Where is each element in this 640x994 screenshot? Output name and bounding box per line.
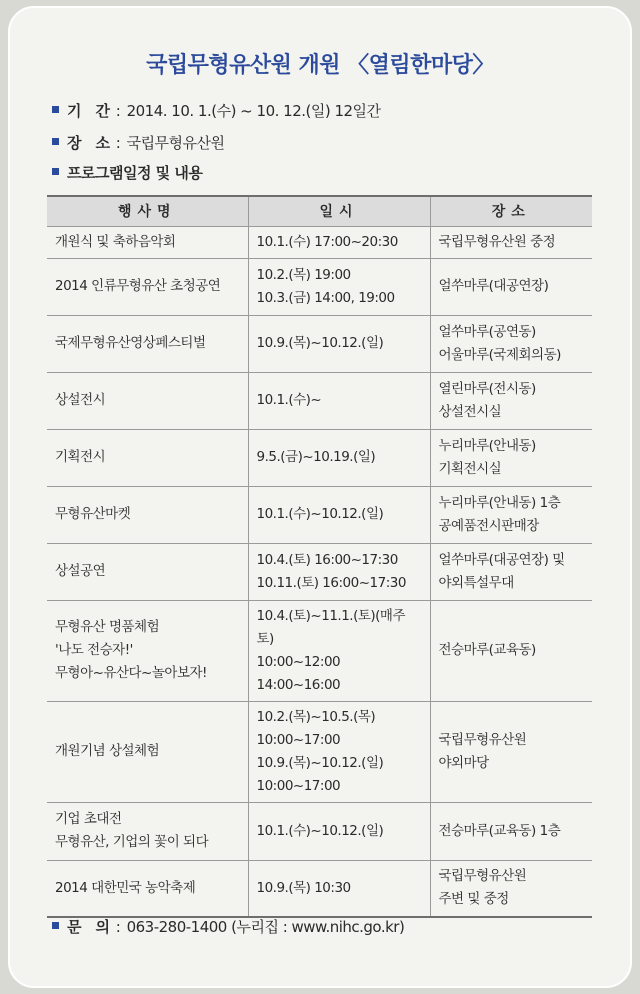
table-row [47, 258, 592, 315]
table-row [47, 860, 592, 917]
event-cell: 무형유산 명품체험 '나도 전승자!' 무형아~유산다~놀아보자! [47, 600, 248, 701]
event-cell: 국제무형유산영상페스티벌 [47, 315, 248, 372]
event-cell: 기업 초대전 무형유산, 기업의 꽃이 되다 [47, 802, 248, 860]
datetime-cell: 10.9.(목) 10:30 [248, 860, 430, 917]
place-cell: 국립무형유산원 야외마당 [430, 701, 592, 802]
place-cell: 전승마루(교육동) [430, 600, 592, 701]
place-cell: 열린마루(전시동) 상설전시실 [430, 372, 592, 429]
event-cell: 2014 인류무형유산 초청공연 [47, 258, 248, 315]
table-row [47, 315, 592, 372]
bullet-icon [52, 168, 59, 175]
place-cell: 얼쑤마루(공연동) 어울마루(국제회의동) [430, 315, 592, 372]
table-row [47, 600, 592, 701]
table-row [47, 486, 592, 543]
event-cell: 상설전시 [47, 372, 248, 429]
datetime-cell: 10.1.(수)~ [248, 372, 430, 429]
colon-separator: : [111, 918, 125, 936]
table-row [47, 802, 592, 860]
schedule-table [47, 195, 592, 918]
table-row [47, 429, 592, 486]
colon-separator: : [111, 134, 125, 152]
event-cell: 개원식 및 축하음악회 [47, 226, 248, 258]
datetime-cell: 10.9.(목)~10.12.(일) [248, 315, 430, 372]
colon-separator: : [111, 102, 125, 120]
event-cell: 기획전시 [47, 429, 248, 486]
event-cell: 상설공연 [47, 543, 248, 600]
datetime-cell: 10.1.(수) 17:00~20:30 [248, 226, 430, 258]
place-value: 국립무형유산원 [126, 134, 225, 152]
place-cell: 국립무형유산원 중정 [430, 226, 592, 258]
contact-line [52, 916, 404, 937]
event-cell: 무형유산마켓 [47, 486, 248, 543]
table-header-row [47, 196, 592, 226]
table-row [47, 543, 592, 600]
program-label: 프로그램일정 및 내용 [67, 164, 203, 182]
datetime-cell: 10.1.(수)~10.12.(일) [248, 486, 430, 543]
place-cell: 전승마루(교육동) 1층 [430, 802, 592, 860]
period-value: 2014. 10. 1.(수) ~ 10. 12.(일) 12일간 [126, 102, 381, 120]
datetime-cell: 10.4.(토) 16:00~17:30 10.11.(토) 16:00~17:30 [248, 543, 430, 600]
program-line [52, 162, 202, 183]
header-event: 행사명 [47, 196, 248, 226]
header-place: 장소 [430, 196, 592, 226]
datetime-cell: 10.4.(토)~11.1.(토)(매주 토) 10:00~12:00 14:00~16:00 [248, 600, 430, 701]
place-cell: 누리마루(안내동) 1층 공예품전시판매장 [430, 486, 592, 543]
page-title: 국립무형유산원 개원 〈열림한마당〉 [146, 53, 494, 78]
datetime-cell: 9.5.(금)~10.19.(일) [248, 429, 430, 486]
event-cell: 2014 대한민국 농악축제 [47, 860, 248, 917]
place-label: 장 소 [67, 134, 110, 152]
bullet-icon [52, 106, 59, 113]
place-line [52, 132, 225, 153]
place-cell: 국립무형유산원 주변 및 중정 [430, 860, 592, 917]
datetime-cell: 10.2.(목)~10.5.(목) 10:00~17:00 10.9.(목)~10.12.(일) 10:00~17:00 [248, 701, 430, 802]
event-cell: 개원기념 상설체험 [47, 701, 248, 802]
bullet-icon [52, 922, 59, 929]
table-row [47, 226, 592, 258]
place-cell: 얼쑤마루(대공연장) [430, 258, 592, 315]
datetime-cell: 10.1.(수)~10.12.(일) [248, 802, 430, 860]
header-datetime: 일시 [248, 196, 430, 226]
period-label: 기 간 [67, 102, 110, 120]
table-row [47, 372, 592, 429]
bullet-icon [52, 138, 59, 145]
datetime-cell: 10.2.(목) 19:00 10.3.(금) 14:00, 19:00 [248, 258, 430, 315]
contact-label: 문 의 [67, 918, 110, 936]
place-cell: 얼쑤마루(대공연장) 및 야외특설무대 [430, 543, 592, 600]
period-line [52, 100, 381, 121]
place-cell: 누리마루(안내동) 기획전시실 [430, 429, 592, 486]
contact-value: 063-280-1400 (누리집 : www.nihc.go.kr) [126, 918, 405, 936]
table-row [47, 701, 592, 802]
